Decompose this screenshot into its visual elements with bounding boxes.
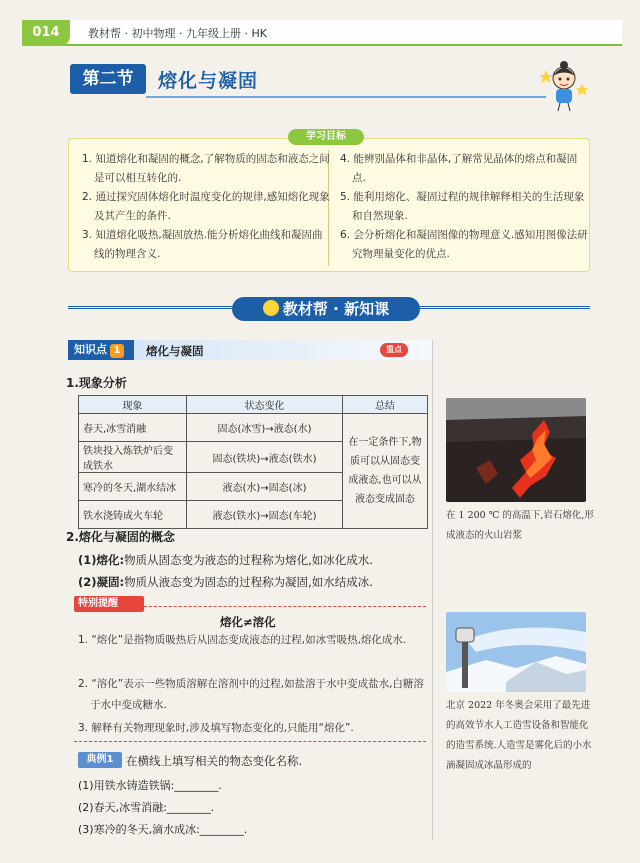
table-header: 总结: [343, 396, 428, 414]
section-title: 熔化与凝固: [158, 70, 259, 92]
table-summary: 在一定条件下,物质可以从固态变成液态,也可以从液态变成固态: [343, 414, 428, 529]
page-number: 014: [22, 20, 70, 46]
example-tag: 典例1: [78, 752, 122, 768]
part2-heading: 2.熔化与凝固的概念: [66, 530, 175, 544]
table-header: 状态变化: [187, 396, 343, 414]
banner-text: 教材帮 · 新知课: [282, 300, 390, 318]
phase-table: [78, 395, 428, 529]
knowledge-point-tag: [68, 340, 134, 360]
snow-machine-image: [446, 612, 586, 692]
table-cell: 寒冷的冬天,湖水结冰: [79, 473, 187, 501]
volcano-caption: 在 1 200 ℃ 的高温下,岩石熔化,形成液态的火山岩浆: [446, 510, 594, 541]
knowledge-point-label: 知识点: [74, 343, 107, 356]
objective-item: 5. 能利用熔化、凝固过程的规律解释相关的生活现象和自然现象.: [340, 191, 585, 222]
table-cell: 春天,冰雪消融: [79, 414, 187, 442]
example-blank: (2)春天,冰雪消融:________.: [78, 801, 215, 814]
objective-item: 1. 知道熔化和凝固的概念,了解物质的固态和液态之间是可以相互转化的.: [82, 153, 330, 184]
knowledge-point-number: 1: [110, 344, 124, 358]
section-label: 第二节: [70, 64, 146, 94]
objectives-tag: 学习目标: [288, 129, 364, 145]
table-header: 现象: [79, 396, 187, 414]
objective-item: 6. 会分析熔化和凝固图像的物理意义.感知用图像法研究物理量变化的优点.: [340, 229, 588, 260]
table-cell: 铁块投入炼铁炉后变成铁水: [79, 442, 187, 473]
mascot-icon: [540, 60, 588, 112]
tip-item: 2. “溶化”表示一些物质溶解在溶剂中的过程,如盐溶于水中变成盐水,白糖溶于水中变成糖水.: [78, 678, 424, 711]
bulb-icon: [263, 300, 279, 316]
example-question: 在横线上填写相关的物态变化名称.: [126, 754, 303, 768]
objectives-right: [340, 150, 588, 264]
volcano-lava-image: [446, 398, 586, 502]
table-cell: 固态(铁块)→液态(铁水): [187, 442, 343, 473]
section-underline: [146, 96, 546, 98]
key-badge: 重点: [380, 343, 408, 357]
table-row: [79, 414, 428, 442]
tip-item: 3. 解释有关物理现象时,涉及填写物态变化的,只能用“熔化”.: [78, 722, 354, 734]
tip-tag: 特别提醒: [74, 596, 144, 612]
objective-item: 4. 能辨别晶体和非晶体,了解常见晶体的熔点和凝固点.: [340, 153, 578, 184]
definition-solidifying: [78, 574, 373, 590]
tip-title: 熔化≠溶化: [220, 615, 276, 629]
table-cell: 固态(冰雪)→液态(水): [187, 414, 343, 442]
snow-caption: 北京 2022 年冬奥会采用了最先进的高效节水人工造雪设备和智能化的造雪系统.人造雪是雾化后的小水滴凝固成冰晶形成的: [446, 700, 592, 771]
book-title: 教材帮 · 初中物理 · 九年级上册 · HK: [88, 27, 267, 40]
column-divider: [432, 340, 433, 840]
table-cell: 液态(水)→固态(冰): [187, 473, 343, 501]
objective-item: 2. 通过探究固体熔化时温度变化的规律,感知熔化现象及其产生的条件.: [82, 191, 330, 222]
table-cell: 液态(铁水)→固态(车轮): [187, 501, 343, 529]
knowledge-point-title: 熔化与凝固: [146, 344, 204, 358]
banner: [232, 297, 420, 321]
definition-text: 物质从固态变为液态的过程称为熔化,如冰化成水.: [124, 553, 373, 567]
term-label: (1)熔化:: [78, 553, 125, 567]
term-label: (2)凝固:: [78, 575, 125, 589]
example-blank: (1)用铁水铸造铁锅:________.: [78, 779, 222, 792]
example-blank: (3)寒冷的冬天,滴水成冰:________.: [78, 823, 248, 836]
definition-text: 物质从液态变为固态的过程称为凝固,如水结成冰.: [124, 575, 373, 589]
definition-melting: [78, 552, 373, 568]
objective-item: 3. 知道熔化吸热,凝固放热.能分析熔化曲线和凝固曲线的物理含义.: [82, 229, 323, 260]
tip-item: 1. “熔化”是指物质吸热后从固态变成液态的过程,如冰雪吸热,熔化成水.: [78, 634, 407, 646]
objectives-left: [82, 150, 330, 264]
table-cell: 铁水浇铸成火车轮: [79, 501, 187, 529]
part1-heading: 1.现象分析: [66, 376, 127, 390]
